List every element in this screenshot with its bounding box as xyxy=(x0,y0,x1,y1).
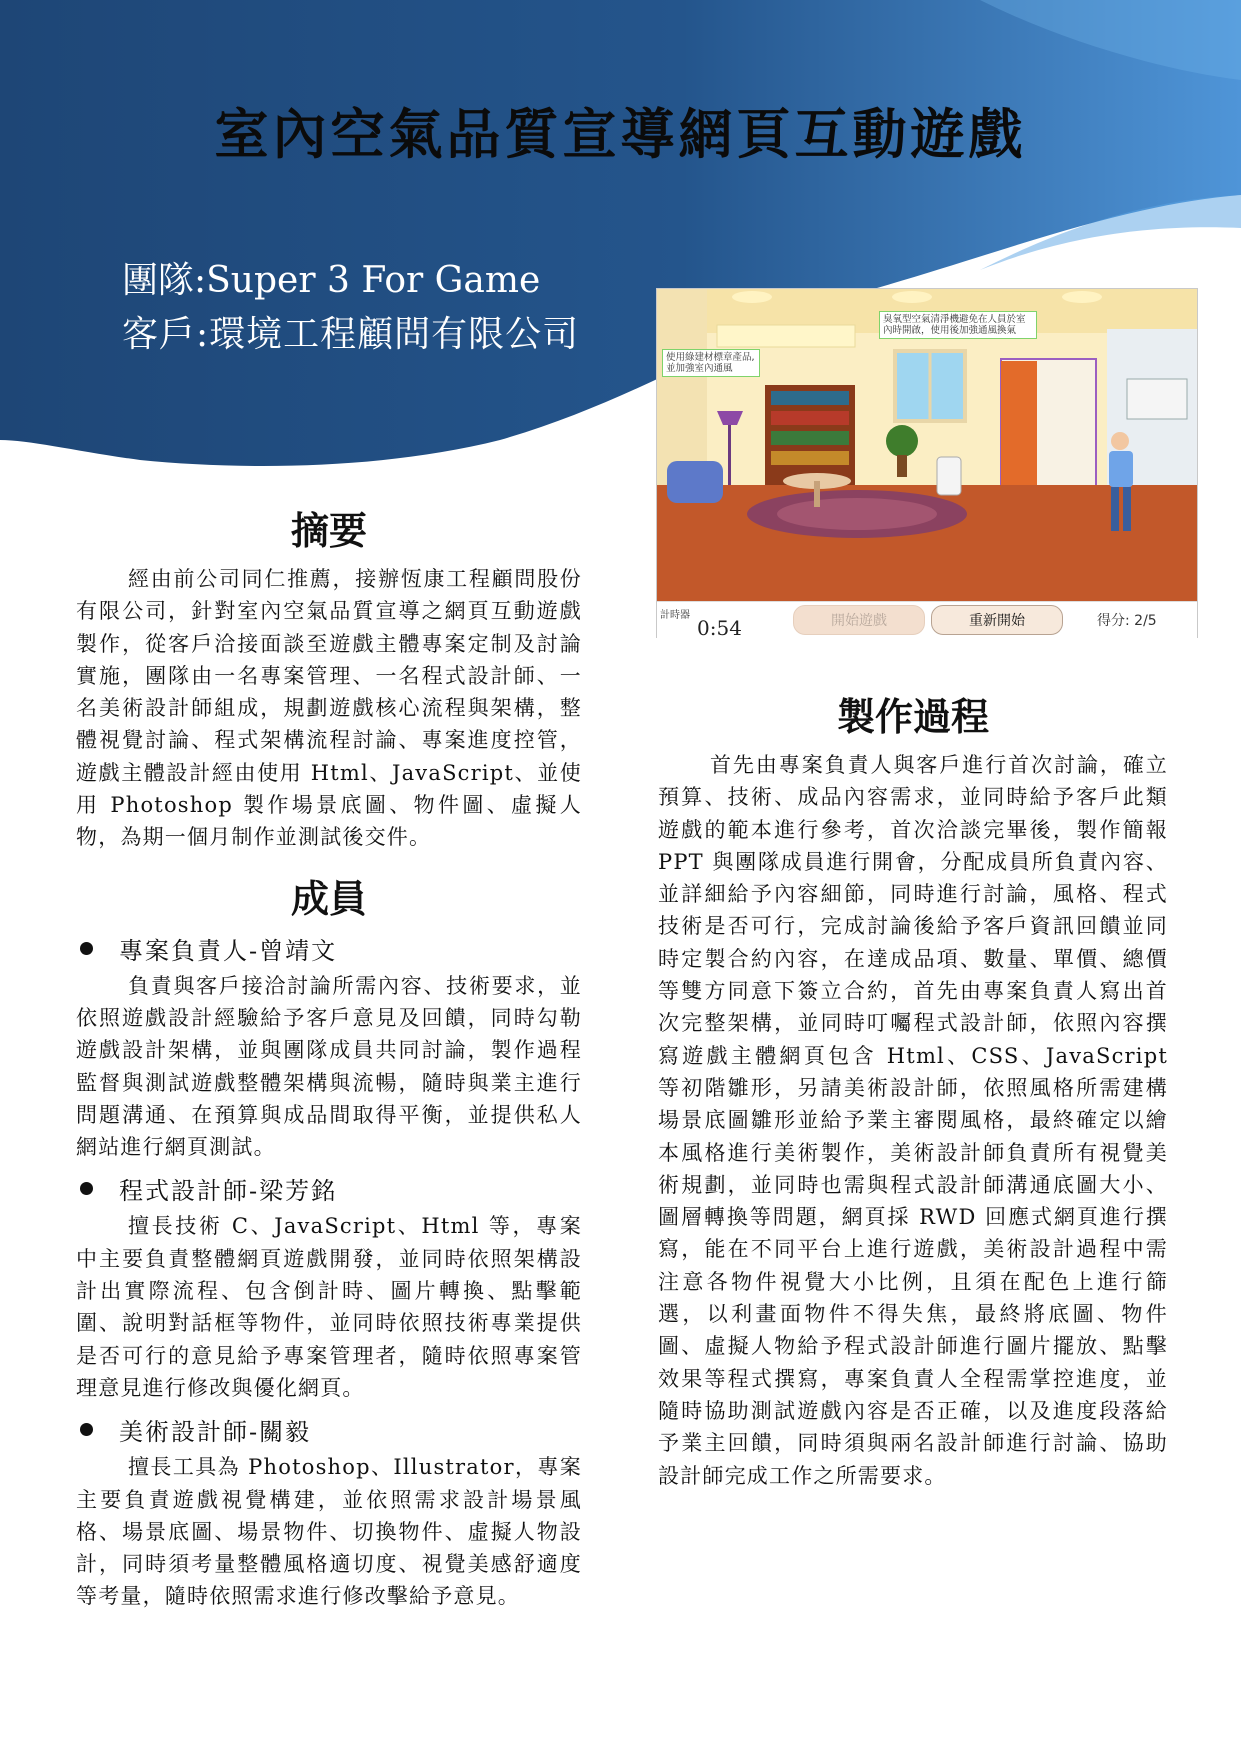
member-description: 擅長工具為 Photoshop、Illustrator，專案主要負責遊戲視覺構建，並依照需求設計場景風格、場景底圖、場景物件、切換物件、虛擬人物設計，同時須考量整體風格適切度、視覺美感舒適度等考量，隨時依照需求進行修改擊給予意見。 xyxy=(76,1455,582,1609)
team-name: 團隊:Super 3 For Game xyxy=(122,260,541,301)
member-description: 負責與客戶接洽討論所需內容、技術要求，並依照遊戲設計經驗給予客戶意見及回饋，同時勾勒遊戲設計架構，並與團隊成員共同討論，製作過程監督與測試遊戲整體架構與流暢，隨時與業主進行問題溝通、在預算與成品間取得平衡，並提供私人網站進行網頁測試。 xyxy=(76,973,582,1160)
timer-label: 計時器 xyxy=(660,610,690,621)
member-role-label: 程式設計師-梁芳銘 xyxy=(119,1177,338,1206)
bullet-icon xyxy=(80,1182,93,1195)
member-role xyxy=(76,1171,582,1206)
members-heading: 成員 xyxy=(290,875,367,921)
abstract-text: 經由前公司同仁推薦，接辦恆康工程顧問股份有限公司，針對室內空氣品質宣導之網頁互動遊戲製作，從客戶洽接面談至遊戲主體專案定制及討論實施，團隊由一名專案管理、一名程式設計師、一名美術設計師組成，規劃遊戲核心流程與架構，整體視覺討論、程式架構流程討論、專案進度控管，遊戲主體設計經由使用 Html、JavaScript、並使用 Photoshop 製作場景底圖、物件圖、虛擬人物，為期一個月制作並測試後交件。 xyxy=(76,567,582,850)
abstract-heading: 摘要 xyxy=(290,508,367,553)
member-role xyxy=(76,1412,582,1447)
game-screenshot xyxy=(656,288,1198,638)
score-display: 得分: 2/5 xyxy=(1097,613,1157,629)
hint-bubble: 臭氧型空氣清淨機避免在人員於室內時開啟，使用後加強通風換氣 xyxy=(879,311,1037,339)
member-role xyxy=(76,931,582,966)
restart-button[interactable]: 重新開始 xyxy=(931,605,1063,635)
start-game-button[interactable]: 開始遊戲 xyxy=(793,605,925,635)
game-control-bar xyxy=(657,601,1197,638)
process-heading: 製作過程 xyxy=(836,694,989,739)
bullet-icon xyxy=(80,942,93,955)
right-column xyxy=(658,686,1168,1492)
client-name: 客戶:環境工程顧問有限公司 xyxy=(122,314,580,355)
process-text: 首先由專案負責人與客戶進行首次討論，確立預算、技術、成品內容需求，並同時給予客戶此類遊戲的範本進行參考，首次洽談完畢後，製作簡報 PPT 與團隊成員進行開會，分配成員所負責內容、並詳細給予內容細節，同時進行討論，風格、程式技術是否可行，完成討論後給予客戶資訊回饋並同時定製合約內容，在達成品項、數量、單價、總價等雙方同意下簽立合約，首先由專案負責人寫出首次完整架構，並同時叮囑程式設計師，依照內容撰寫遊戲主體網頁包含 Html、CSS、JavaScript 等初階雛形，另請美術設計師，依照風格所需建構場景底圖雛形並給予業主審閱風格，最終確定以繪本風格進行美術製作，美術設計師負責所有視覺美術規劃，並同時也需與程式設計師溝通底圖大小、圖層轉換等問題，網頁採 RWD 回應式網頁進行撰寫，能在不同平台上進行遊戲，美術設計過程中需注意各物件視覺大小比例，且須在配色上進行篩選，以利畫面物件不得失焦，最終將底圖、物件圖、虛擬人物給予程式設計師進行圖片擺放、點擊效果等程式撰寫，專案負責人全程需掌控進度，並隨時協助測試遊戲內容是否正確，以及進度段落給予業主回饋，同時須與兩名設計師進行討論、協助設計師完成工作之所需要求。 xyxy=(658,753,1168,1488)
page-title: 室內空氣品質宣導網頁互動遊戲 xyxy=(214,102,1027,166)
member-role-label: 專案負責人-曾靖文 xyxy=(119,936,338,965)
left-column xyxy=(76,500,582,1613)
timer-value: 0:54 xyxy=(697,616,742,640)
bullet-icon xyxy=(80,1423,93,1436)
hint-bubble: 使用綠建材標章產品,並加強室內通風 xyxy=(662,349,760,377)
member-description: 擅長技術 C、JavaScript、Html 等，專案中主要負責整體網頁遊戲開發，並同時依照架構設計出實際流程、包含倒計時、圖片轉換、點擊範圍、說明對話框等物件，並同時依照技術專業提供是否可行的意見給予專案管理者，隨時依照專案管理意見進行修改與優化網頁。 xyxy=(76,1214,582,1400)
member-role-label: 美術設計師-關毅 xyxy=(119,1418,312,1447)
